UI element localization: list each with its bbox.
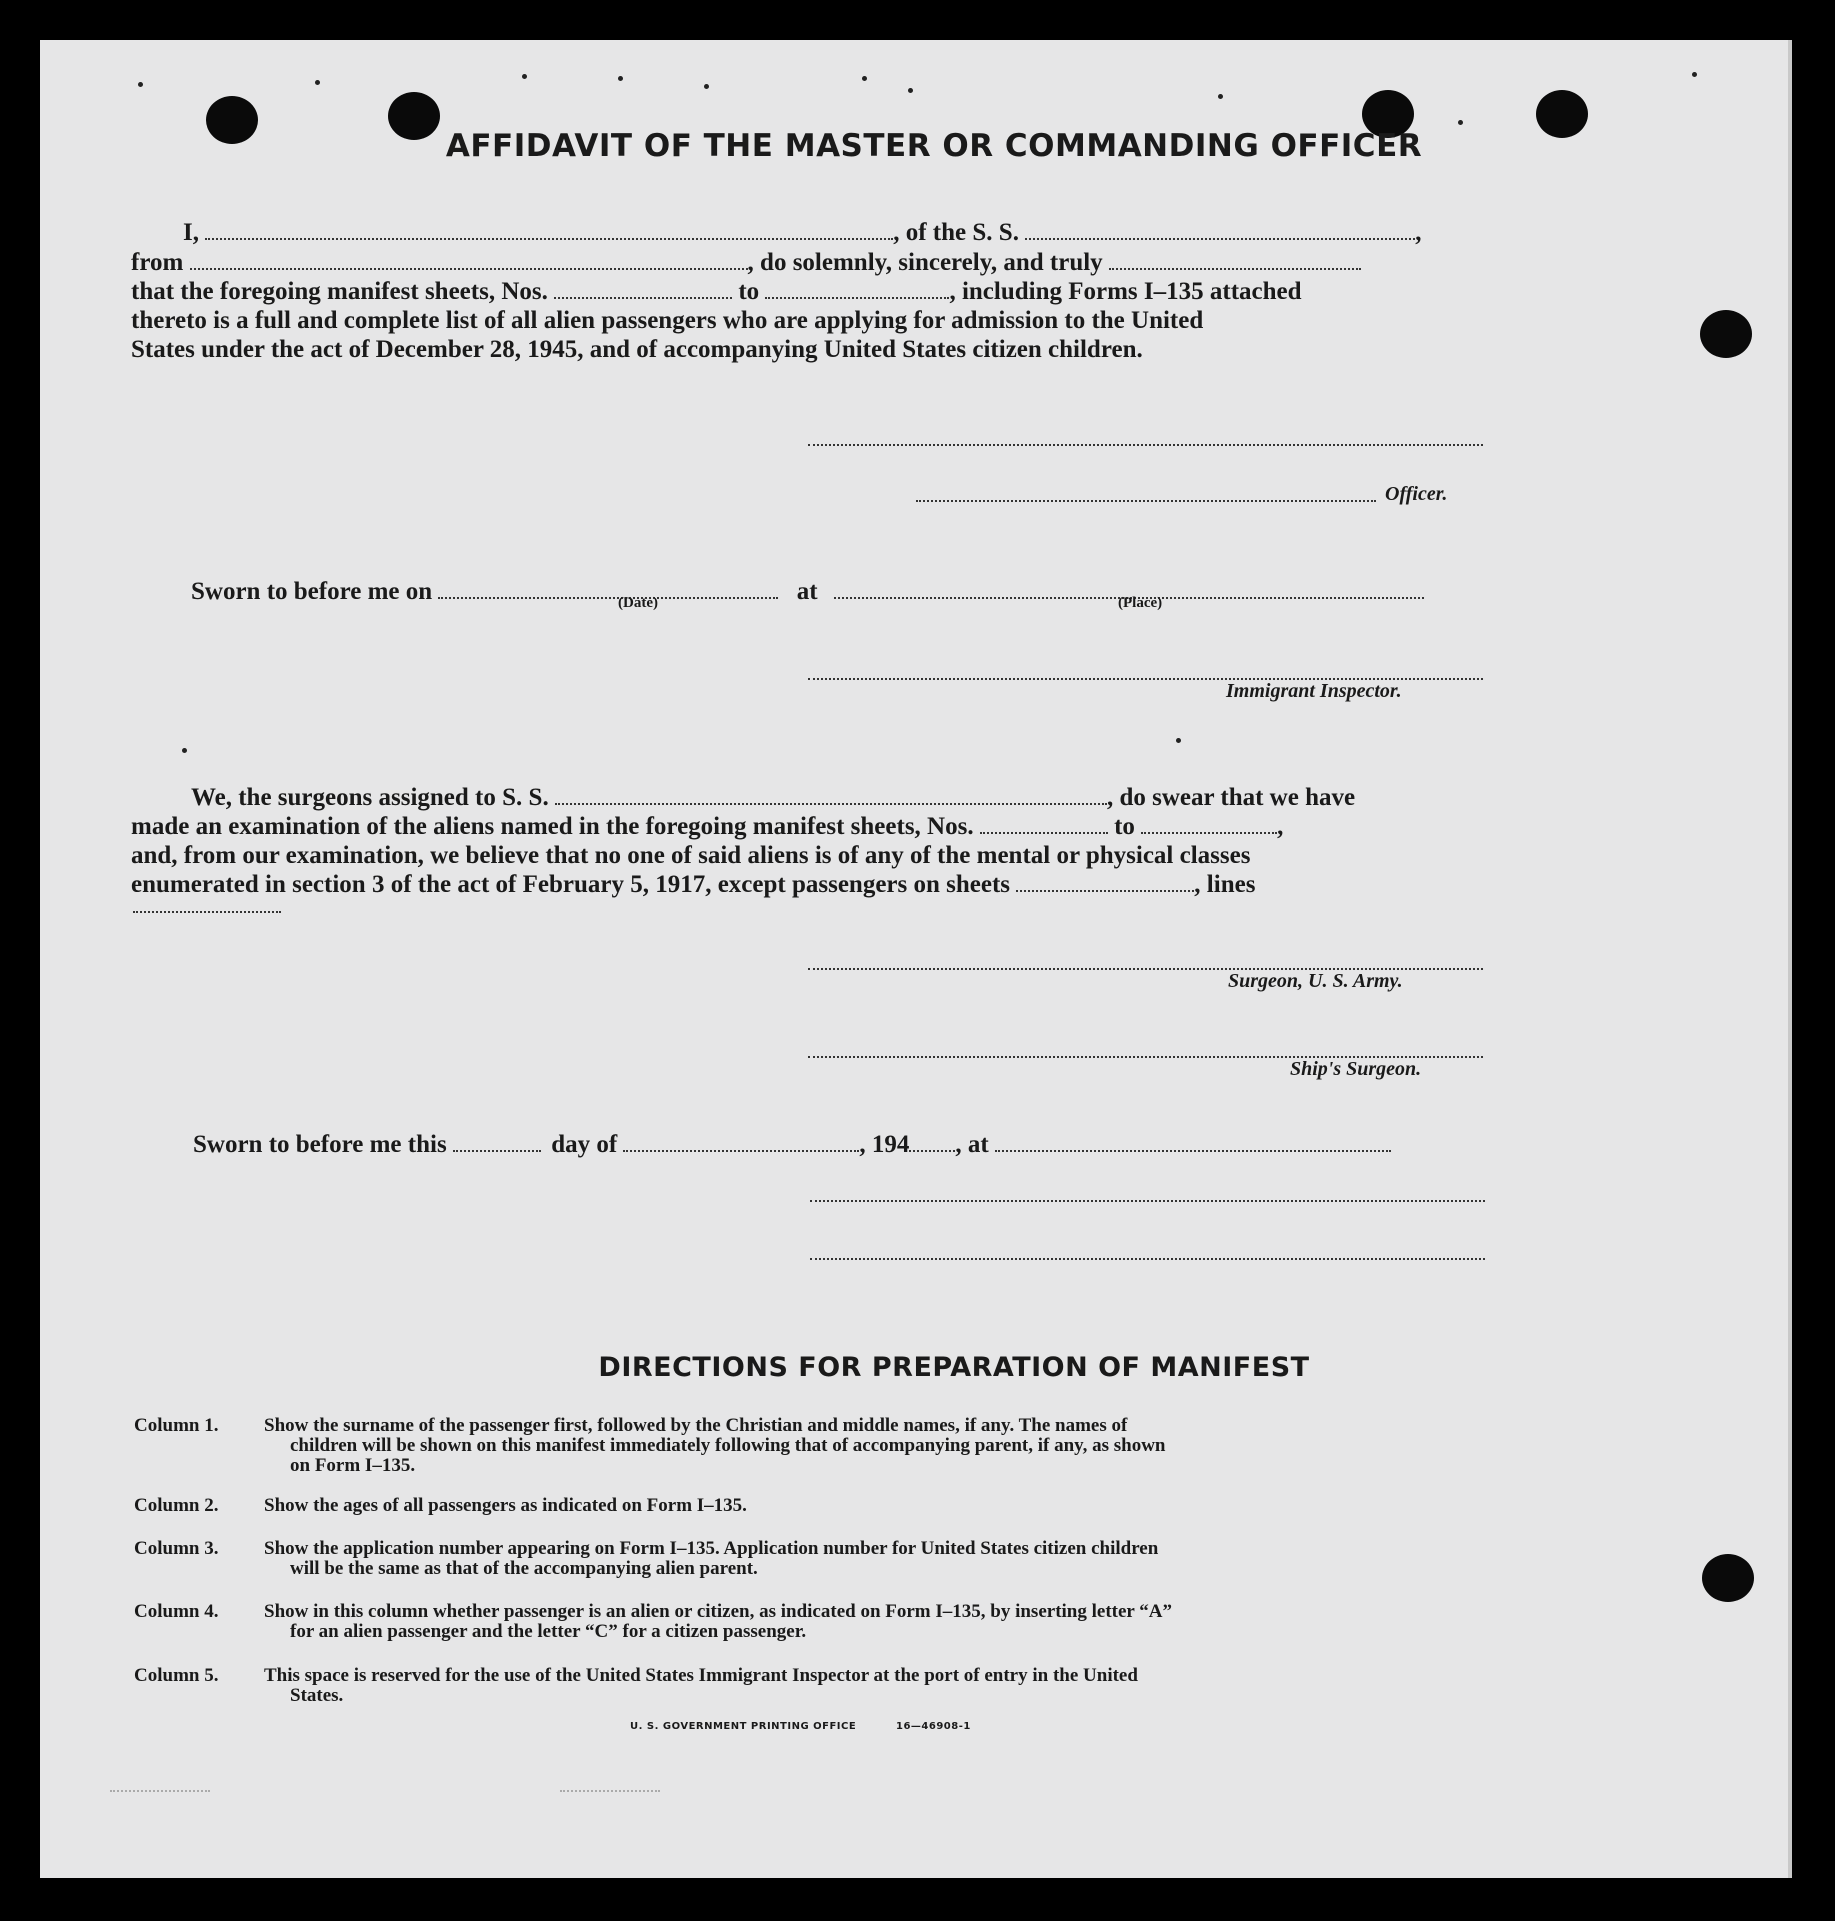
speck (315, 80, 320, 85)
text: , lines (1194, 871, 1256, 898)
speck (182, 748, 187, 753)
direction-text (264, 1602, 1484, 1642)
sworn-line-1 (191, 577, 1424, 607)
text: , including Forms I–135 attached (949, 278, 1302, 305)
page-title: AFFIDAVIT OF THE MASTER OR COMMANDING OFFICER (445, 128, 1423, 164)
text: , do swear that we have (1106, 784, 1356, 811)
sheet-to-blank (765, 279, 949, 299)
officer-label: Officer. (1385, 483, 1448, 505)
surgeon-ship-blank (555, 785, 1107, 805)
name-blank (205, 220, 893, 240)
oath-blank (1109, 250, 1361, 270)
surgeon-sheet-to-blank (1141, 814, 1277, 834)
inspector-label: Immigrant Inspector. (1226, 680, 1402, 702)
direction-line: This space is reserved for the use of the United States Immigrant Inspector at the port of entry in the United (264, 1665, 1138, 1686)
punch-hole (1702, 1554, 1754, 1602)
direction-line: children will be shown on this manifest immediately following that of accompanying parent, if any, as shown (290, 1435, 1166, 1456)
text: , do solemnly, sincerely, and truly (747, 249, 1103, 276)
direction-label: Column 4. (134, 1601, 219, 1622)
text: at (796, 578, 818, 605)
text: I, (183, 219, 199, 246)
text: that the foregoing manifest sheets, Nos. (131, 278, 548, 305)
speck (1176, 738, 1181, 743)
direction-line: States. (290, 1685, 344, 1706)
sheet-from-blank (554, 279, 732, 299)
surgeon-sheet-from-blank (980, 814, 1108, 834)
text: made an examination of the aliens named in the foregoing manifest sheets, Nos. (131, 813, 974, 840)
text: , at (955, 1131, 989, 1158)
text: , (1415, 219, 1422, 246)
direction-item (134, 1539, 1494, 1581)
bottom-artifact-line (110, 1788, 210, 1792)
speck (1692, 72, 1697, 77)
speck (1458, 120, 1463, 125)
sworn-line-2 (193, 1130, 1391, 1160)
surgeon-line-1 (191, 783, 1355, 813)
direction-line: Show the application number appearing on Form I–135. Application number for United States citizen children (264, 1538, 1159, 1559)
printer-imprint: U. S. GOVERNMENT PRINTING OFFICE (630, 1721, 857, 1732)
day-blank (453, 1132, 541, 1152)
text: from (131, 249, 184, 276)
ship-surgeon-label: Ship's Surgeon. (1290, 1058, 1422, 1080)
direction-line: Show the surname of the passenger first, followed by the Christian and middle names, if any. The names of (264, 1415, 1128, 1436)
direction-line: Show the ages of all passengers as indicated on Form I–135. (264, 1495, 747, 1516)
month-blank (623, 1132, 859, 1152)
direction-line: for an alien passenger and the letter “C” for a citizen passenger. (290, 1621, 807, 1642)
text: , (1277, 813, 1284, 840)
sworn-signature-line-2 (810, 1256, 1485, 1260)
master-line-5: States under the act of December 28, 1945, and of accompanying United States citizen children. (131, 336, 1143, 363)
master-line-1 (183, 218, 1421, 248)
speck (862, 76, 867, 81)
master-line-3 (131, 277, 1302, 307)
text: to (738, 278, 760, 305)
place-label: (Place) (1118, 595, 1163, 611)
army-surgeon-label: Surgeon, U. S. Army. (1228, 970, 1403, 992)
surgeon-line-4 (131, 870, 1255, 900)
form-code: 16—46908-1 (896, 1721, 971, 1732)
direction-item (134, 1416, 1494, 1478)
direction-label: Column 1. (134, 1415, 219, 1436)
speck (522, 74, 527, 79)
direction-item (134, 1602, 1494, 1644)
text: to (1114, 813, 1135, 840)
surgeon-line-3: and, from our examination, we believe that no one of said aliens is of any of the mental or physical classes (131, 842, 1251, 869)
date-blank (438, 579, 778, 599)
speck (618, 76, 623, 81)
text: enumerated in section 3 of the act of February 5, 1917, except passengers on sheets (131, 871, 1011, 898)
speck (908, 88, 913, 93)
text: We, the surgeons assigned to S. S. (191, 784, 549, 811)
direction-item (134, 1666, 1494, 1708)
ship-blank (1025, 220, 1415, 240)
text: , 194 (859, 1131, 910, 1158)
text: , of the S. S. (893, 219, 1019, 246)
directions-title: DIRECTIONS FOR PREPARATION OF MANIFEST (598, 1352, 1310, 1383)
direction-label: Column 2. (134, 1495, 219, 1516)
sworn-signature-line-1 (810, 1198, 1485, 1202)
master-line-2 (131, 248, 1361, 278)
punch-hole (1700, 310, 1752, 358)
direction-item (134, 1496, 1494, 1518)
sworn-place-blank (995, 1132, 1391, 1152)
direction-text (264, 1496, 1484, 1516)
document-page (40, 40, 1792, 1878)
direction-label: Column 5. (134, 1665, 219, 1686)
officer-signature-line (808, 442, 1483, 446)
direction-text (264, 1666, 1484, 1706)
text: Sworn to before me on (191, 578, 433, 605)
except-sheets-blank (1016, 872, 1194, 892)
master-line-4: thereto is a full and complete list of all alien passengers who are applying for admission to the United (131, 307, 1204, 334)
text: day of (551, 1131, 618, 1158)
direction-line: will be the same as that of the accompanying alien parent. (290, 1558, 758, 1579)
lines-blank (133, 909, 281, 913)
text: Sworn to before me this (193, 1131, 447, 1158)
date-label: (Date) (618, 595, 658, 611)
direction-label: Column 3. (134, 1538, 219, 1559)
officer-name-line (916, 498, 1376, 502)
direction-text (264, 1416, 1484, 1476)
speck (704, 84, 709, 89)
port-blank (190, 250, 748, 270)
surgeon-line-2 (131, 812, 1283, 842)
year-blank (909, 1132, 955, 1152)
direction-text (264, 1539, 1484, 1579)
direction-line: Show in this column whether passenger is an alien or citizen, as indicated on Form I–135, by inserting letter “A” (264, 1601, 1172, 1622)
direction-line: on Form I–135. (290, 1455, 416, 1476)
speck (1218, 94, 1223, 99)
bottom-artifact-line (560, 1788, 660, 1792)
speck (138, 82, 143, 87)
